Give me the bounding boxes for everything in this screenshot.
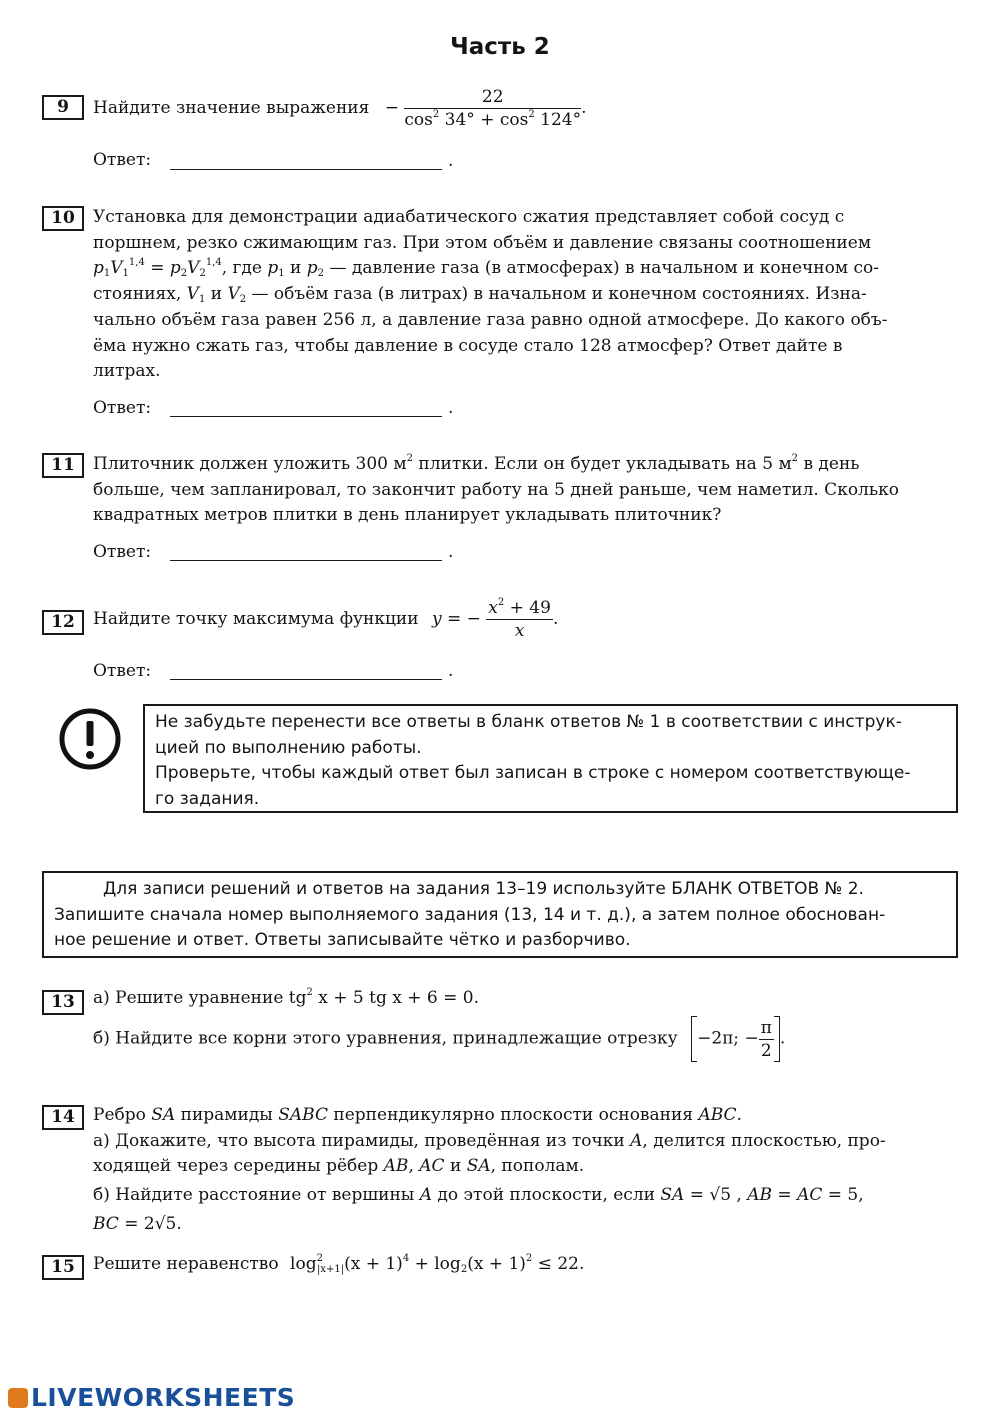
notice-box: Не забудьте перенести все ответы в бланк ответов № 1 в соответствии с инструк- цией по выполнению работы. Проверьте, чтобы каждый ответ был записан в строке с номером соответствующе- го задания. <box>143 704 958 813</box>
task-number-14: 14 <box>42 1105 84 1130</box>
task-9-numerator: 22 <box>404 86 581 109</box>
answer-field-9[interactable] <box>170 169 442 170</box>
logo-icon <box>8 1388 28 1408</box>
task-11-text: Плиточник должен уложить 300 $м^2$ плитки. Если он будет укладывать на 5 $м^2$ в день больше, чем запланировал, то закончит работу на 5 дней раньше, чем наметил. Сколько квадратных метров плитки в день планирует укладывать плиточник? <box>93 453 899 526</box>
task-13-part-a: а) Решите уравнение $tg^2$ x + 5 tg x + 6 = 0. <box>93 987 479 1008</box>
answer-label-10: Ответ: <box>93 398 152 418</box>
answer-label-12: Ответ: <box>93 661 152 681</box>
task-15-text: Решите неравенство $\log^2_{|x+1|}(x + 1)^4 + \log_2(x + 1)^2 \le 22$. <box>93 1253 585 1275</box>
task-9-text: Найдите значение выражения − $\frac{22}{\cos^2 34^\circ + \cos^2 124^\circ}$ . <box>93 87 587 130</box>
page-title: Часть 2 <box>450 34 550 60</box>
task-number-11: 11 <box>42 453 84 478</box>
task-9-fraction <box>404 86 581 131</box>
task-12-prompt: Найдите точку максимума функции <box>93 609 419 629</box>
answer-field-11[interactable] <box>170 560 442 561</box>
answer-field-12[interactable] <box>170 679 442 680</box>
task-13-part-b: б) Найдите все корни этого уравнения, принадлежащие отрезку −2π; − $\frac{\pi}{2}$ . <box>93 1017 786 1061</box>
task-number-15: 15 <box>42 1255 84 1280</box>
answer-label-9: Ответ: <box>93 150 152 170</box>
instructions-box: Для записи решений и ответов на задания 13–19 используйте БЛАНК ОТВЕТОВ № 2. Запишите сначала номер выполняемого задания (13, 14 и т. д.), а затем полное обоснован- ное решение и ответ. Ответы записывайте чётко и разборчиво. <box>42 871 958 958</box>
task-number-10: 10 <box>42 206 84 231</box>
task-12-fraction: $\frac{x^2 + 49}{x}$ <box>488 597 551 641</box>
answer-field-10[interactable] <box>170 416 442 417</box>
liveworksheets-logo[interactable]: LIVEWORKSHEETS <box>8 1383 295 1412</box>
task-10-text: Установка для демонстрации адиабатического сжатия представляет собой сосуд с поршнем, резко сжимающим газ. При этом объём и давление связаны соотношением $p_1V_1^{1,4} = p_2V_2^{1,4}$, где $p_1$ и $p_2$ — давление газа (в атмосферах) в начальном и конечном со- стояниях, $V_1$ и $V_2$ — объём газа (в литрах) в начальном и конечном состояниях. Изна- чально объём газа равен 256 л, а давление газа равно одной атмосфере. До какого объ- ёма нужно сжать газ, чтобы давление в сосуде стало 128 атмосфер? Ответ дайте в литрах. <box>93 207 888 382</box>
task-9-prompt: Найдите значение выражения <box>93 98 370 118</box>
answer-label-11: Ответ: <box>93 542 152 562</box>
task-9-denominator: $\cos^2 34^\circ + \cos^2 124^\circ$ <box>404 109 582 130</box>
task-9-minus: − <box>384 98 399 118</box>
exclamation-icon <box>58 707 122 771</box>
task-14-text: Ребро SA пирамиды SABC перпендикулярно плоскости основания ABC. а) Докажите, что высота пирамиды, проведённая из точки A, делится плоскостью, про- ходящей через середины рёбер AB, AC и SA, пополам. б) Найдите расстояние от вершины A до этой плоскости, если SA = √5 , AB = AC = 5, BC = 2√5. <box>93 1105 886 1234</box>
task-number-12: 12 <box>42 610 84 635</box>
task-number-13: 13 <box>42 990 84 1015</box>
task-number-9: 9 <box>42 95 84 120</box>
task-12-text: Найдите точку максимума функции y = − $\frac{x^2 + 49}{x}$ . <box>93 597 559 641</box>
